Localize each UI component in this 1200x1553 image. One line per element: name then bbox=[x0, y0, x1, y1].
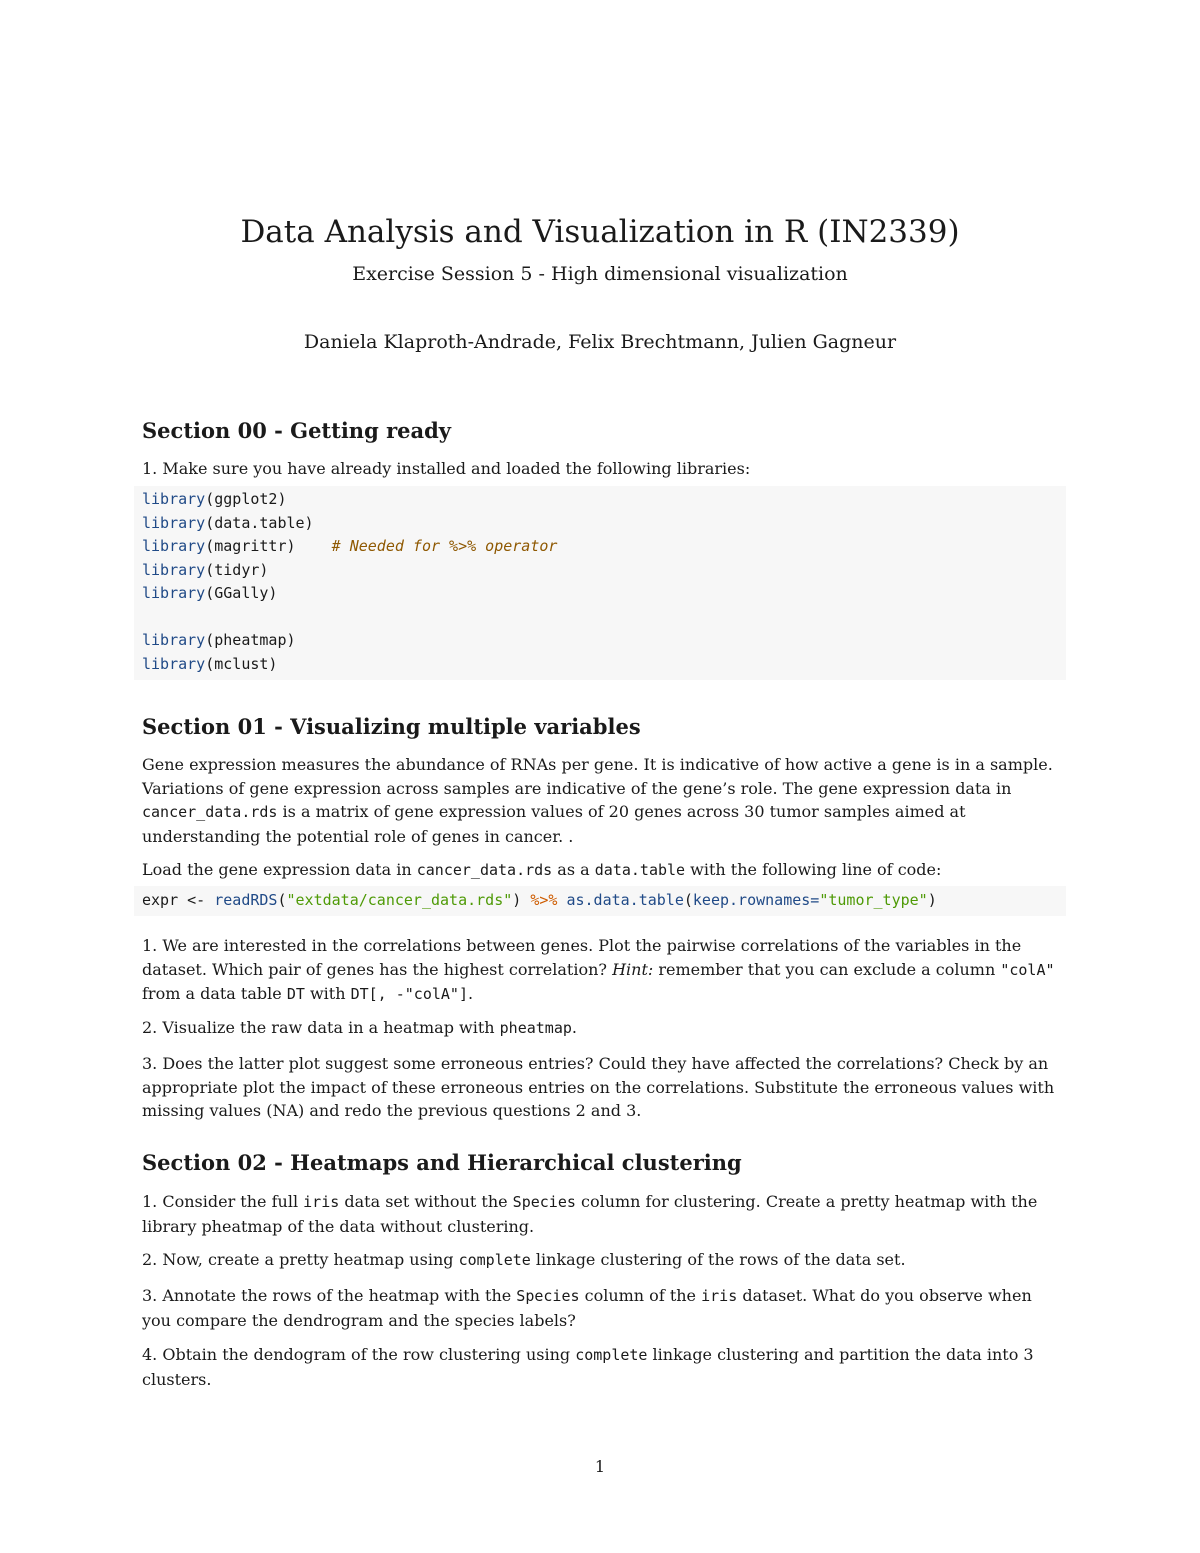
library-code-block bbox=[134, 486, 1066, 680]
code-line-6: library(pheatmap) bbox=[142, 631, 296, 649]
section-01-question-1: 1. We are interested in the correlations between genes. Plot the pairwise correlations of the variables in the dataset. Which pair of genes has the highest correlation? Hint: remember that you can exclude a column "colA" from a data table DT with DT[, -"colA"]. bbox=[142, 936, 1055, 1003]
code-line-7: library(mclust) bbox=[142, 654, 278, 673]
load-code-block: expr <- readRDS("extdata/cancer_data.rds") %>% as.data.table(keep.rownames="tumor_type") bbox=[134, 886, 1066, 916]
section-01-paragraph-1: Gene expression measures the abundance of RNAs per gene. It is indicative of how active a gene is in a sample. Variations of gene expression across samples are indicative of the gene’s role. The gene expression data in cancer_data.rds is a matrix of gene expression values of 20 genes across 30 tumor samples aimed at understanding the potential role of genes in cancer. . bbox=[142, 755, 1053, 846]
section-00-heading: Section 00 - Getting ready bbox=[142, 418, 451, 443]
section-02-question-1: 1. Consider the full iris data set without the Species column for clustering. Create a pretty heatmap with the library pheatmap of the data without clustering. bbox=[142, 1192, 1038, 1236]
section-01-heading: Section 01 - Visualizing multiple variables bbox=[142, 714, 641, 739]
document-title: Data Analysis and Visualization in R (IN2339) bbox=[240, 214, 960, 250]
document-subtitle: Exercise Session 5 - High dimensional visualization bbox=[352, 263, 848, 285]
section-01-question-3: 3. Does the latter plot suggest some erroneous entries? Could they have affected the correlations? Check by an appropriate plot the impact of these erroneous entries on the correlations. Substitute the erroneous values with missing values (NA) and redo the previous questions 2 and 3. bbox=[142, 1054, 1055, 1120]
section-02-question-4: 4. Obtain the dendogram of the row clustering using complete linkage clustering and partition the data into 3 clusters. bbox=[142, 1345, 1034, 1389]
code-comment: # Needed for %>% operator bbox=[331, 537, 558, 555]
section-01-paragraph-2: Load the gene expression data in cancer_data.rds as a data.table with the following line of code: bbox=[142, 860, 942, 879]
code-line-2: library(data.table) bbox=[142, 513, 314, 532]
page-number: 1 bbox=[594, 1457, 606, 1476]
section-02-question-2: 2. Now, create a pretty heatmap using complete linkage clustering of the rows of the data set. bbox=[142, 1250, 906, 1269]
section-00-intro: 1. Make sure you have already installed and loaded the following libraries: bbox=[142, 459, 751, 478]
section-02-heading: Section 02 - Heatmaps and Hierarchical clustering bbox=[142, 1150, 742, 1175]
code-line-4: library(tidyr) bbox=[142, 560, 269, 579]
code-line-1: library(ggplot2) bbox=[142, 490, 287, 508]
section-02-question-3: 3. Annotate the rows of the heatmap with the Species column of the iris dataset. What do you observe when you compare the dendrogram and the species labels? bbox=[142, 1286, 1032, 1330]
code-line-5: library(GGally) bbox=[142, 584, 278, 602]
section-01-question-2: 2. Visualize the raw data in a heatmap with pheatmap. bbox=[142, 1018, 577, 1037]
document-authors: Daniela Klaproth-Andrade, Felix Brechtmann, Julien Gagneur bbox=[303, 331, 897, 353]
code-line-3: library(magrittr) # Needed for %>% operator bbox=[142, 537, 558, 555]
